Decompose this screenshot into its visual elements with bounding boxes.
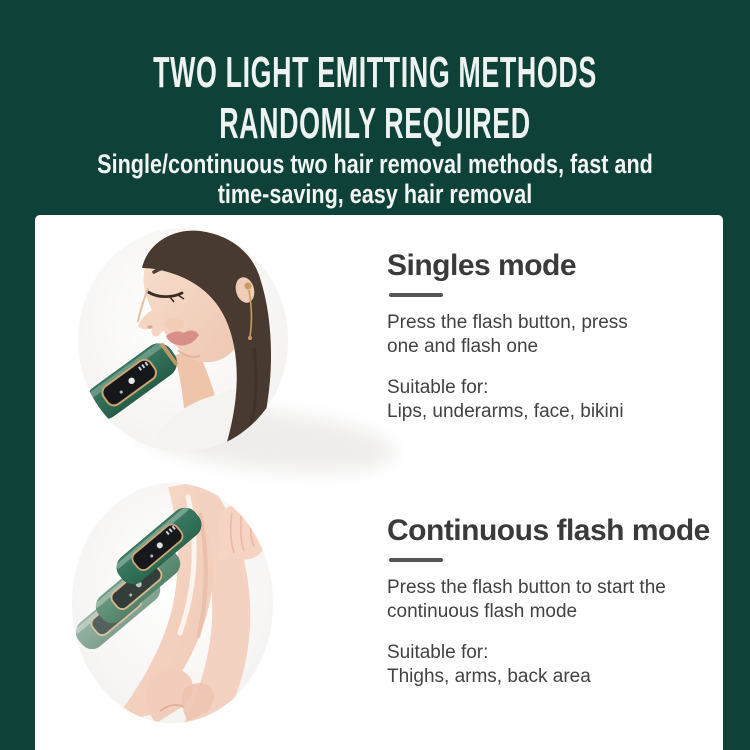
singles-mode-text	[387, 249, 717, 424]
legs-illustration	[72, 483, 273, 723]
subtitle-line-2: time-saving, easy hair removal	[217, 179, 533, 209]
divider-rule	[389, 293, 443, 297]
singles-mode-suitable	[387, 376, 717, 424]
main-title	[0, 47, 750, 149]
subtitle-line-1: Single/continuous two hair removal methods, fast and	[97, 149, 653, 179]
suitable-areas: Thighs, arms, back area	[387, 666, 591, 687]
continuous-mode-description	[387, 576, 717, 624]
main-title-line-1: TWO LIGHT EMITTING METHODS	[153, 48, 597, 98]
continuous-mode-photo	[72, 483, 273, 723]
suitable-label: Suitable for:	[387, 642, 489, 663]
singles-mode-description	[387, 311, 717, 359]
description-line: one and flash one	[387, 336, 539, 357]
woman-face-illustration	[78, 228, 288, 452]
divider-rule	[389, 558, 443, 562]
singles-mode-photo	[78, 228, 288, 452]
suitable-label: Suitable for:	[387, 377, 489, 398]
continuous-mode-heading: Continuous flash mode	[387, 514, 710, 547]
suitable-areas: Lips, underarms, face, bikini	[387, 401, 624, 422]
main-title-line-2: RANDOMLY REQUIRED	[219, 99, 531, 149]
subtitle	[0, 149, 750, 209]
singles-mode-heading: Singles mode	[387, 249, 577, 282]
content-card	[35, 215, 723, 750]
continuous-mode-text	[387, 514, 717, 689]
description-line: Press the flash button, press	[387, 312, 628, 333]
continuous-mode-suitable	[387, 641, 717, 689]
description-line: Press the flash button to start the	[387, 577, 666, 598]
description-line: continuous flash mode	[387, 601, 578, 622]
